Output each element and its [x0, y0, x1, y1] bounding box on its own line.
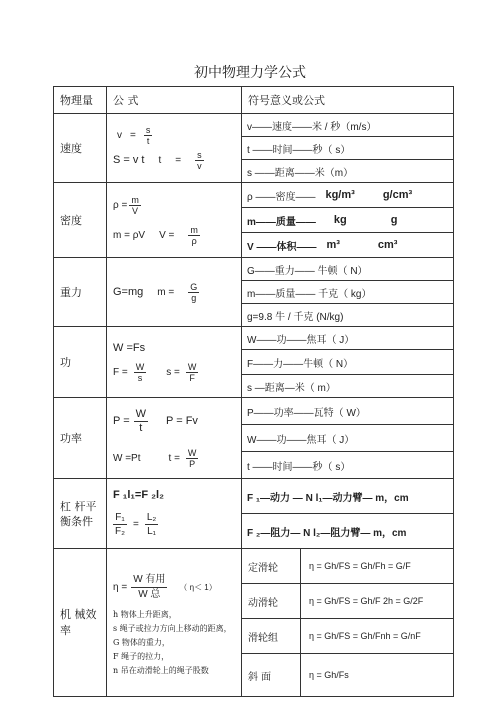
row-power: [54, 398, 454, 479]
page-title: 初中物理力学公式: [194, 65, 306, 81]
efficiency-method-row: [242, 619, 453, 654]
speed-meanings: v——速度——米 / 秒（m/s） t ——时间——秒（ s） s ——距离——米（m）: [242, 114, 454, 183]
table-header: [54, 87, 454, 114]
efficiency-method-formula: η = Gh/FS = Gh/Fh = G/F: [301, 549, 454, 584]
lever-label: 杠 杆平衡条件: [54, 479, 107, 549]
efficiency-note: G 物体的重力，: [113, 637, 170, 647]
speed-formulas: v = $\frac{s}{t}$ S = v t t = $\frac{s}{v}$: [107, 114, 242, 183]
header-formula: 公 式: [107, 87, 242, 114]
efficiency-notes: [113, 608, 235, 678]
power-formulas: P = $\frac{W}{t}$ P = Fv W =Pt t = $\frac{W}{P}$: [107, 398, 242, 479]
power-label: 功率: [54, 398, 107, 479]
row-gravity: [54, 258, 454, 327]
density-formulas: ρ = $\frac{m}{V}$ m = ρV V = $\frac{m}{\rho}$: [107, 183, 242, 258]
efficiency-method-label: 滑轮组: [242, 619, 301, 654]
header-quantity: 物理量: [54, 87, 107, 114]
efficiency-label: 机 械效率: [54, 549, 107, 697]
row-lever: [54, 479, 454, 549]
row-work: [54, 327, 454, 398]
efficiency-note: n 吊在动滑轮上的绳子股数: [113, 665, 209, 675]
efficiency-method-formula: η = Gh/FS = Gh/Fnh = G/nF: [301, 619, 454, 654]
header-meaning: 符号意义或公式: [242, 87, 454, 114]
speed-fraction: $\frac{s}{t}$: [145, 124, 151, 146]
efficiency-method-label: 动滑轮: [242, 584, 301, 619]
gravity-formulas: G=mg m = $\frac{G}{g}$: [107, 258, 242, 327]
row-density: [54, 183, 454, 258]
row-efficiency: [54, 549, 454, 697]
efficiency-method-formula: η = Gh/FS = Gh/F 2h = G/2F: [301, 584, 454, 619]
gravity-meanings: G——重力—— 牛顿（ N） m——质量—— 千克（ kg） g=9.8 牛 / 千克 (N/kg): [242, 258, 454, 327]
work-label: 功: [54, 327, 107, 398]
density-meanings: ρ ——密度—— kg/m³ g/cm³ m——质量—— kg g V ——体积—— m³ cm³: [242, 183, 454, 258]
formula-table: [53, 86, 454, 697]
efficiency-formulas: η = $\frac{\text{W 有用}}{\text{W 总}}$ （ η＜ 1） h 物体上升距离， s 绳子或拉力方向上移动的距离， G 物体的重力， F 绳子的拉力， n 吊在动滑轮上的绳子股数: [107, 549, 242, 697]
efficiency-method-row: [242, 584, 453, 619]
gravity-label: 重力: [54, 258, 107, 327]
efficiency-method-row: [242, 654, 453, 697]
efficiency-method-label: 定滑轮: [242, 549, 301, 584]
efficiency-method-row: [242, 549, 453, 584]
lever-formulas: F ₁l₁=F ₂l₂ $\frac{\text{F₁}}{\text{F₂}}$ = $\frac{\text{L₂}}{\text{L₁}}$: [107, 479, 242, 549]
efficiency-method-label: 斜 面: [242, 654, 301, 697]
efficiency-methods: [242, 549, 454, 697]
efficiency-note: s 绳子或拉力方向上移动的距离，: [113, 623, 232, 633]
speed-label: 速度: [54, 114, 107, 183]
lever-meanings: F ₁—动力 — N l₁—动力臂— m，cm F ₂—阻力— N l₂—阻力臂— m，cm: [242, 479, 454, 549]
efficiency-note: h 物体上升距离，: [113, 609, 177, 619]
work-formulas: W =Fs F = $\frac{W}{s}$ s = $\frac{W}{F}$: [107, 327, 242, 398]
efficiency-method-formula: η = Gh/Fs: [309, 670, 349, 680]
efficiency-note: F 绳子的拉力，: [113, 651, 170, 661]
efficiency-subtable: [242, 549, 453, 696]
work-meanings: W——功——焦耳（ J） F——力——牛顿（ N） s —距离—米（ m）: [242, 327, 454, 398]
row-speed: [54, 114, 454, 183]
power-meanings: P——功率——瓦特（ W） W——功——焦耳（ J） t ——时间——秒（ s）: [242, 398, 454, 479]
density-label: 密度: [54, 183, 107, 258]
